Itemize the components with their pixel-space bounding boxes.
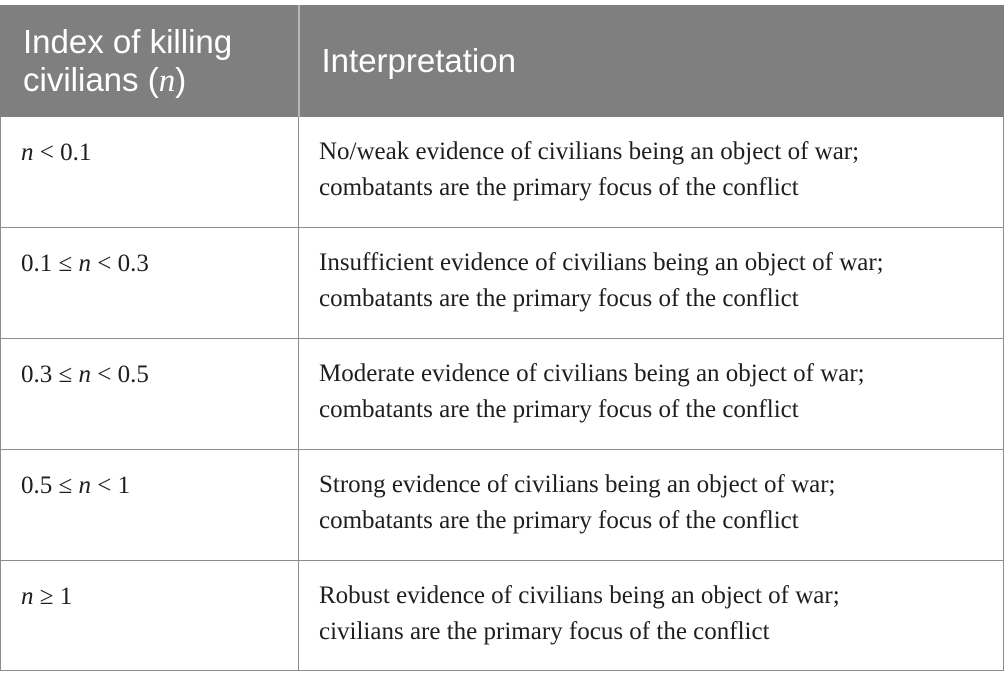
table-header: [1, 6, 1004, 117]
index-cell: 0.1 ≤ n < 0.3: [1, 228, 299, 339]
interpretation-line: Strong evidence of civilians being an object of war;: [319, 471, 836, 498]
interpretation-line: combatants are the primary focus of the conflict: [319, 396, 799, 423]
table-row: [1, 339, 1004, 450]
interpretation-cell: [299, 561, 1004, 671]
interpretation-line: No/weak evidence of civilians being an object of war;: [319, 138, 860, 165]
interpretation-cell: [299, 339, 1004, 450]
interpretation-cell: [299, 228, 1004, 339]
interpretation-line: Robust evidence of civilians being an object of war;: [319, 582, 840, 609]
index-cell: n ≥ 1: [1, 561, 299, 671]
table-row: [1, 561, 1004, 671]
header-index-var: n: [158, 62, 176, 99]
interpretation-line: Insufficient evidence of civilians being an object of war;: [319, 249, 884, 276]
index-cell: 0.3 ≤ n < 0.5: [1, 339, 299, 450]
table-body: [1, 117, 1004, 671]
index-variable: n: [78, 250, 91, 277]
index-variable: n: [21, 583, 34, 610]
index-cell: 0.5 ≤ n < 1: [1, 450, 299, 561]
interpretation-table: [0, 5, 1004, 671]
index-cell: n < 0.1: [1, 117, 299, 228]
index-variable: n: [21, 139, 34, 166]
interpretation-line: combatants are the primary focus of the conflict: [319, 285, 799, 312]
header-index-suffix: ): [175, 60, 187, 98]
interpretation-line: civilians are the primary focus of the conflict: [319, 618, 770, 645]
interpretation-line: Moderate evidence of civilians being an object of war;: [319, 360, 865, 387]
header-row: [1, 6, 1004, 117]
header-index-prefix: Index of killing civilians (: [23, 22, 233, 98]
table-row: [1, 450, 1004, 561]
index-variable: n: [78, 361, 91, 388]
header-index: [1, 6, 299, 117]
index-variable: n: [78, 472, 91, 499]
table-row: [1, 228, 1004, 339]
interpretation-line: combatants are the primary focus of the conflict: [319, 507, 799, 534]
interpretation-cell: [299, 117, 1004, 228]
header-interpretation: Interpretation: [299, 6, 1004, 117]
interpretation-cell: [299, 450, 1004, 561]
table-row: [1, 117, 1004, 228]
interpretation-line: combatants are the primary focus of the conflict: [319, 174, 799, 201]
